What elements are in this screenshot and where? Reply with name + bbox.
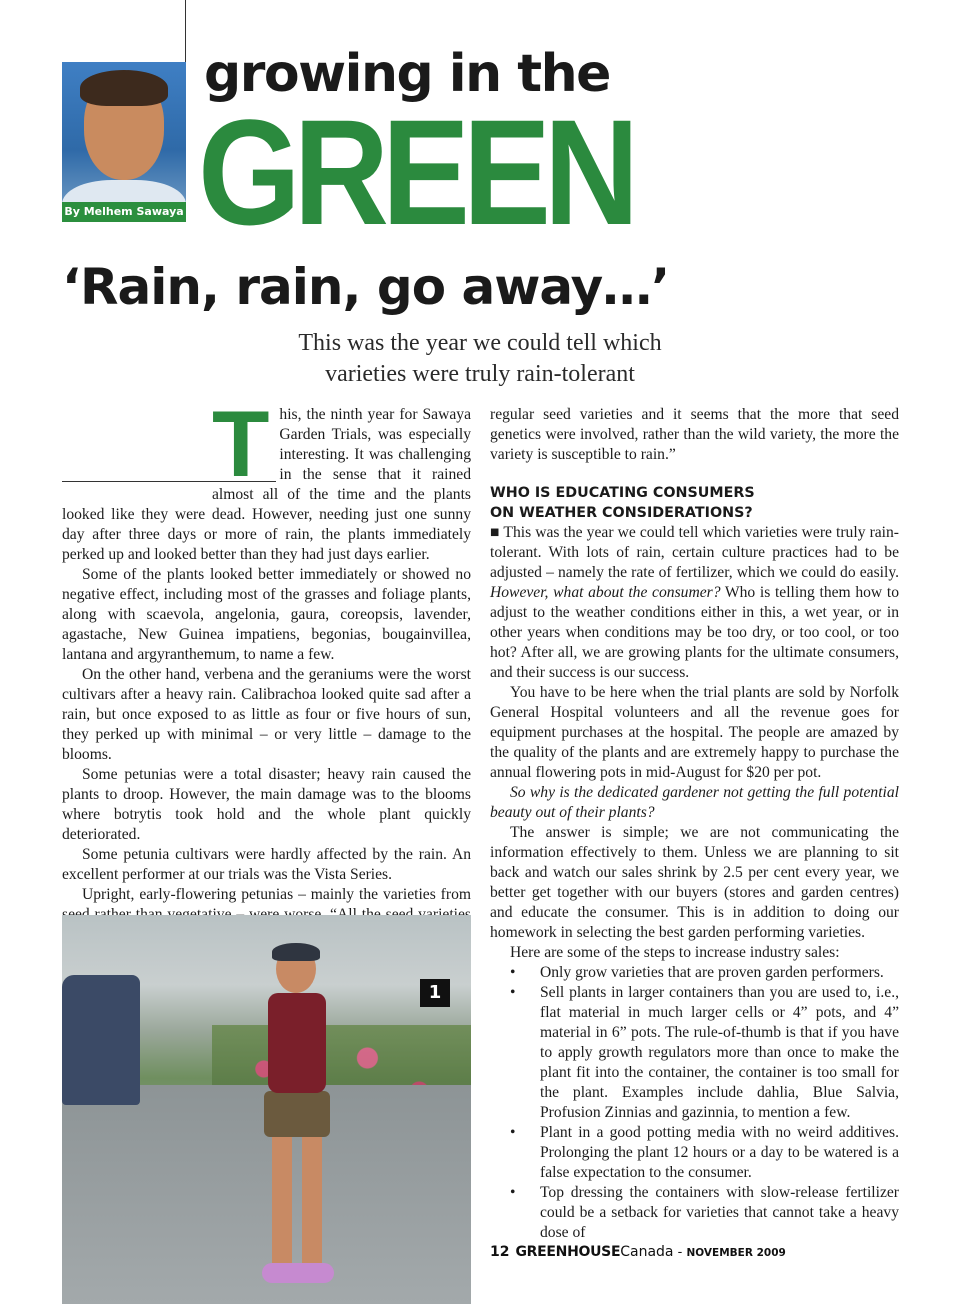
person-cap bbox=[272, 943, 320, 961]
list-item-text: Plant in a good potting media with no weird additives. Prolonging the plant 12 hours or a day to be watered is a false expectation to the consumer. bbox=[540, 1124, 899, 1181]
paragraph-8-text-b: Who is telling them how to adjust to the weather conditions either in this, a wet year, or in other years when conditions may be too dry, or too cool, or too hot? After all, we are growing plants for the ultimate consumers, and their success is our success. bbox=[490, 584, 900, 681]
author-hair bbox=[80, 70, 168, 106]
footer-separator: - bbox=[673, 1245, 687, 1260]
dropcap: T bbox=[212, 391, 270, 496]
issue-date: NOVEMBER 2009 bbox=[686, 1247, 786, 1259]
column-brand-title: GREEN bbox=[198, 88, 633, 256]
bullet-icon: • bbox=[510, 1124, 516, 1141]
list-item bbox=[490, 983, 899, 1123]
sales-steps-list bbox=[490, 963, 899, 1243]
author-photo bbox=[62, 62, 186, 222]
paragraph-1-text: his, the ninth year for Sawaya Garden Trials, was especially interesting. It was challenging in the sense that it rained almost all of the time and the plants looked like they were dead. However, needing just one sunny day after three days or more of rain, the plants immediately perked up and looked better than they had just days earlier. bbox=[62, 406, 471, 563]
dropcap-spacer bbox=[62, 405, 212, 487]
paragraph-2: Some of the plants looked better immediately or showed no negative effect, including most of the grasses and foliage plants, along with scaevola, angelonia, gaura, coreopsis, lavender, agastache, New Guinea impatiens, begonias, bougainvillea, lantana and argyranthemum, to name a few. bbox=[62, 566, 471, 663]
list-item bbox=[490, 1183, 899, 1243]
list-item-text: Sell plants in larger containers than you are used to, i.e., flat material in much larger cells or 4” pots, and 4” material in 6” pots. The rule-of-thumb is that if you have to apply growth regulators more than once to make the plant fit into the container, the container is too small for the plant. Examples include dahlia, Blue Salvia, Profusion Zinnias and gazinnia, to mention a few. bbox=[540, 984, 899, 1121]
paragraph-10 bbox=[490, 783, 899, 823]
paragraph-1 bbox=[62, 391, 471, 565]
paragraph-3: On the other hand, verbena and the geraniums were the worst cultivars after a heavy rain. Calibrachoa looked quite sad after a rain, but once exposed to as little as four or five hours of sun, they perked up with minimal – or very little – damage to the blooms. bbox=[62, 666, 471, 763]
paragraph-10-italic: So why is the dedicated gardener not getting the full potential beauty out of their plants? bbox=[490, 784, 899, 821]
article-deck: This was the year we could tell which varieties were truly rain-tolerant bbox=[298, 330, 662, 387]
person-legs bbox=[272, 1135, 322, 1265]
woman-in-rain bbox=[258, 945, 338, 1285]
section-subhead bbox=[490, 483, 899, 523]
square-bullet-icon: ■ bbox=[490, 524, 500, 541]
paragraph-8-text-a: This was the year we could tell which varieties were truly rain-tolerant. With lots of rain, certain culture practices had to be adjusted – namely the rate of fertilizer, which we could do easily. bbox=[490, 524, 900, 581]
parked-car bbox=[62, 975, 140, 1105]
paragraph-5: Some petunia cultivars were hardly affected by the rain. An excellent performer at our trials was the Vista Series. bbox=[62, 846, 471, 883]
column-kicker: growing in the bbox=[204, 44, 610, 104]
paragraph-8-italic: However, what about the consumer? bbox=[490, 584, 721, 601]
subhead-line-1: WHO IS EDUCATING CONSUMERS bbox=[490, 485, 755, 501]
person-tank-top bbox=[268, 993, 326, 1093]
rain-photo bbox=[62, 915, 471, 1304]
list-item-text: Only grow varieties that are proven garden performers. bbox=[540, 964, 884, 981]
person-shoes bbox=[262, 1263, 334, 1283]
paragraph-9: You have to be here when the trial plants are sold by Norfolk General Hospital volunteers and all the revenue goes for equipment purchases at the hospital. The people are amazed by the quality of the plants and are extremely happy to purchase the annual flowering pots in mid-August for $20 per pot. bbox=[490, 684, 899, 781]
article-headline: ‘Rain, rain, go away…’ bbox=[62, 258, 670, 316]
bullet-icon: • bbox=[510, 1184, 516, 1201]
page-number: 12 bbox=[490, 1244, 510, 1260]
bullet-icon: • bbox=[510, 964, 516, 981]
bullet-icon: • bbox=[510, 984, 516, 1001]
photo-number-badge: 1 bbox=[420, 979, 450, 1007]
byline: By Melhem Sawaya bbox=[64, 205, 184, 218]
list-item bbox=[490, 1123, 899, 1183]
magazine-name-bold: GREENHOUSE bbox=[515, 1244, 621, 1260]
person-shorts bbox=[264, 1091, 330, 1137]
list-item-text: Top dressing the containers with slow-release fertilizer could be a setback for varieties that cannot take a heavy dose of bbox=[540, 1184, 899, 1241]
subhead-line-2: ON WEATHER CONSIDERATIONS? bbox=[490, 505, 753, 521]
column-left bbox=[62, 391, 471, 945]
paragraph-8 bbox=[490, 523, 899, 683]
paragraph-4: Some petunias were a total disaster; heavy rain caused the plants to droop. However, the main damage was to the blooms where botrytis took hold and the whole plant quickly deteriorated. bbox=[62, 766, 471, 843]
paragraph-7: regular seed varieties and it seems that the more that seed genetics were involved, rather than the wild variety, the more the variety is susceptible to rain.” bbox=[490, 406, 899, 463]
paragraph-12: Here are some of the steps to increase industry sales: bbox=[510, 944, 840, 961]
magazine-name-light: Canada bbox=[620, 1244, 674, 1260]
page-footer bbox=[490, 1244, 786, 1260]
paragraph-6: Upright, early-flowering petunias – mainly the varieties from bbox=[82, 886, 471, 903]
column-right bbox=[490, 405, 899, 1243]
list-item bbox=[490, 963, 899, 983]
header-rule bbox=[185, 0, 186, 62]
paragraph-11: The answer is simple; we are not communicating the information effectively to them. Unless we are planning to sit back and watch our sales shrink by 2.5 per cent every year, we better get together with our buyers (stores and garden centres) and educate the consumer. This is in addition to doing our homework in selecting the best garden performing varieties. bbox=[490, 824, 899, 941]
